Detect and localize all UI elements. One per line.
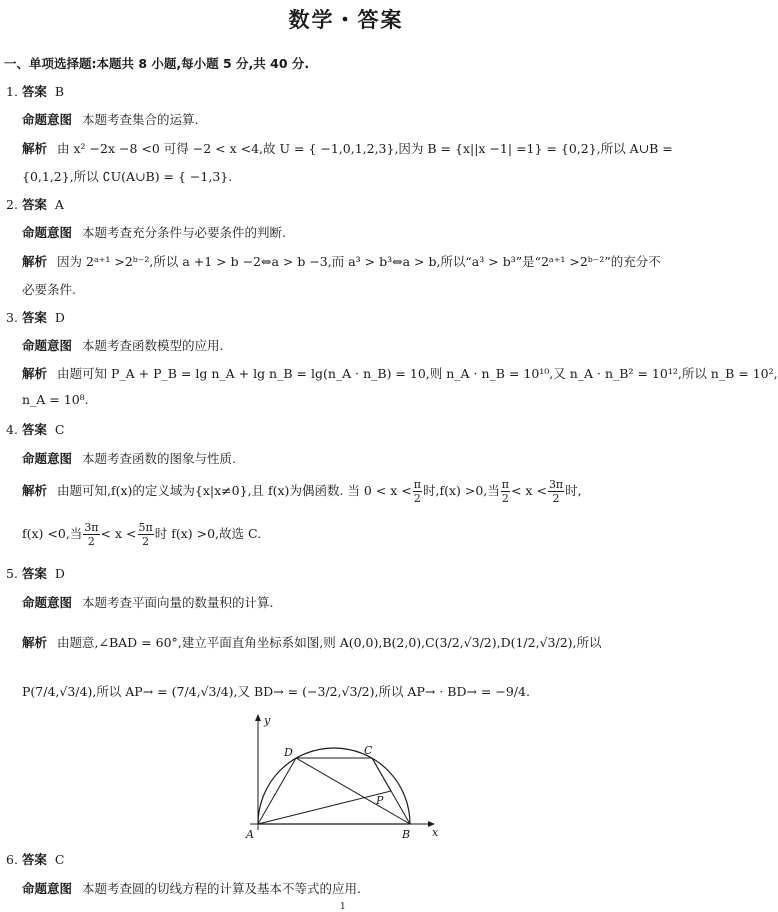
q2-analysis-cont: 必要条件. [22,282,76,297]
q5-figure [240,712,450,842]
q2-answer: 2. 答案 A [6,197,64,212]
q2-analysis: 解析 因为 2ᵃ⁺¹ >2ᵇ⁻²,所以 a +1 > b −2⇔a > b −3,而 a³ > b³⇔a > b,所以“a³ > b³”是“2ᵃ⁺¹ >2ᵇ⁻²”的充分不 [22,254,661,269]
fraction: $\frac{\pi}{2}$ [413,478,421,505]
label-d: D [284,746,293,759]
page-title: 数学・答案 [288,8,404,32]
q5-intent: 命题意图 本题考查平面向量的数量积的计算. [22,595,274,610]
label-b: B [402,828,411,841]
q5-analysis: 解析 由题意,∠BAD = 60°,建立平面直角坐标系如图,则 A(0,0),B(2,0),C(3/2,√3/2),D(1/2,√3/2),所以 [22,635,602,650]
section-heading: 一、单项选择题:本题共 8 小题,每小题 5 分,共 40 分. [4,56,310,71]
label-x: x [432,826,439,839]
q3-analysis: 解析 由题可知 P_A + P_B = lg n_A + lg n_B = lg(n_A · n_B) = 10,则 n_A · n_B = 10¹⁰,又 n_A · n_B² = 10¹²,所以 n_B = 10², [22,366,778,381]
label-c: C [364,744,373,757]
q3-answer: 3. 答案 D [6,310,65,325]
segment-pc [372,758,391,791]
q5-analysis-cont: P(7/4,√3/4),所以 AP→ = (7/4,√3/4),又 BD→ = (−3/2,√3/2),所以 AP→ · BD→ = −9/4. [22,684,530,699]
semicircle-arc [258,748,410,824]
q4-intent: 命题意图 本题考查函数的图象与性质. [22,451,236,466]
y-axis-arrow [255,714,261,721]
q3-intent: 命题意图 本题考查函数模型的应用. [22,338,224,353]
segment-ap [258,791,391,824]
q6-intent: 命题意图 本题考查圆的切线方程的计算及基本不等式的应用. [22,881,361,896]
segment-ad [258,758,296,824]
fraction: $\frac{3\pi}{2}$ [84,521,99,548]
q2-intent: 命题意图 本题考查充分条件与必要条件的判断. [22,225,286,240]
segment-bd [296,758,410,824]
q4-answer: 4. 答案 C [6,422,65,437]
fraction: $\frac{5\pi}{2}$ [138,521,153,548]
label-y: y [264,714,271,727]
q6-answer: 6. 答案 C [6,852,65,867]
label-a: A [246,828,254,841]
fraction: $\frac{\pi}{2}$ [501,478,509,505]
q4-analysis: 解析 由题可知,f(x)的定义域为{x|x≠0},且 f(x)为偶函数. 当 0 < x < $\frac{\pi}{2}$ 时,f(x) >0,当 $\frac{\pi}{2}$ < x < $\frac{3\pi}{2}$ 时, [22,478,582,505]
q1-analysis-cont: {0,1,2},所以 ∁U(A∪B) = { −1,3}. [22,169,233,184]
q4-analysis-cont: f(x) <0,当 $\frac{3\pi}{2}$ < x < $\frac{5\pi}{2}$ 时 f(x) >0,故选 C. [22,521,262,548]
label-p: P [376,794,384,807]
q3-analysis-cont: n_A = 10⁸. [22,392,89,407]
q1-analysis: 解析 由 x² −2x −8 <0 可得 −2 < x <4,故 U = { −1,0,1,2,3},因为 B = {x||x −1| =1} = {0,2},所以 A∪B = [22,141,673,156]
q1-answer: 1. 答案 B [6,84,65,99]
q5-answer: 5. 答案 D [6,566,65,581]
page-number: 1 [340,902,346,912]
q1-intent: 命题意图 本题考查集合的运算. [22,112,199,127]
fraction: $\frac{3\pi}{2}$ [548,478,564,505]
